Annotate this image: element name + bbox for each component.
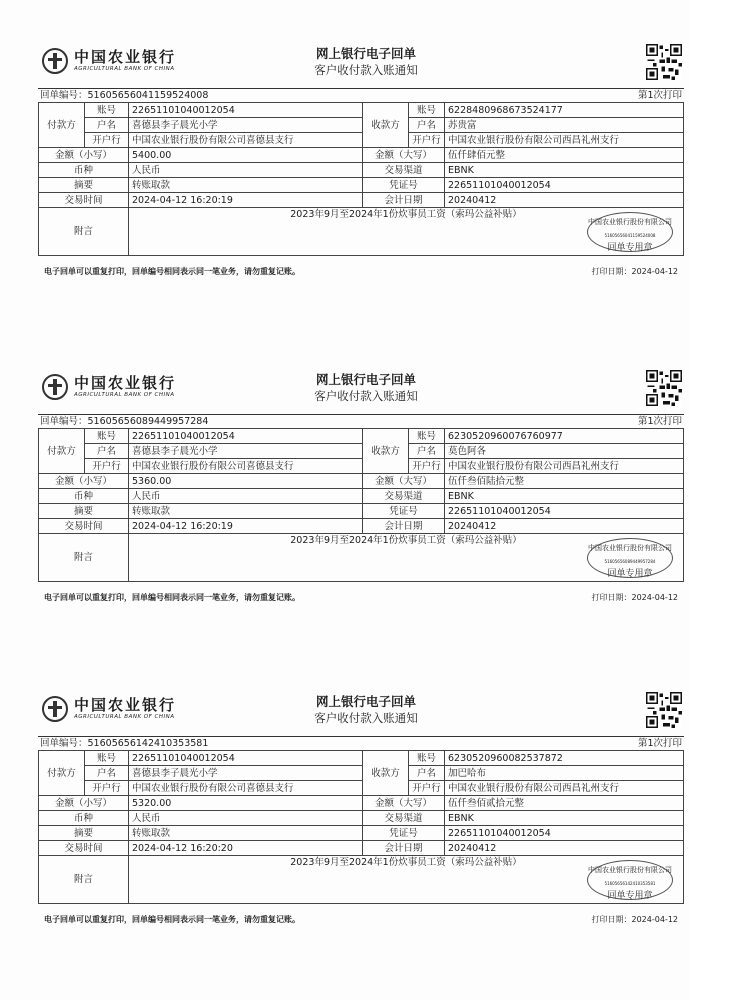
receipt-id-row xyxy=(38,736,684,750)
payee-bank-label: 开户行 xyxy=(409,781,445,796)
receipt-subtitle: 客户收付款入账通知 xyxy=(314,63,418,77)
memo-label: 附言 xyxy=(39,534,129,582)
payer-account: 22651101040012054 xyxy=(129,103,363,118)
receipt-id-row xyxy=(38,414,684,428)
amount-small: 5320.00 xyxy=(129,796,363,811)
amount-big-label: 金额（大写） xyxy=(363,474,445,489)
seal-code: 51605656041159524008 xyxy=(604,233,656,238)
seal-title: 回单专用章 xyxy=(607,891,653,901)
payer-bank-label: 开户行 xyxy=(85,133,129,148)
summary: 转账取款 xyxy=(129,504,363,519)
voucher-label: 凭证号 xyxy=(363,178,445,193)
payer-bank-label: 开户行 xyxy=(85,459,129,474)
abc-logo-icon xyxy=(42,374,68,400)
payee-name-label: 户名 xyxy=(409,444,445,459)
payee-account-label: 账号 xyxy=(409,751,445,766)
payee-bank-label: 开户行 xyxy=(409,133,445,148)
print-count: 第1次打印 xyxy=(637,416,682,427)
voucher: 22651101040012054 xyxy=(445,178,684,193)
voucher: 22651101040012054 xyxy=(445,504,684,519)
amount-small-label: 金额（小写） xyxy=(39,796,129,811)
receipt-table xyxy=(38,750,684,904)
receipt-header xyxy=(38,42,684,88)
receipt-subtitle: 客户收付款入账通知 xyxy=(314,389,418,403)
channel-label: 交易渠道 xyxy=(363,811,445,826)
payee-bank-label: 开户行 xyxy=(409,459,445,474)
print-date: 2024-04-12 xyxy=(631,915,678,924)
payer-bank: 中国农业银行股份有限公司喜德县支行 xyxy=(129,459,363,474)
receipt-table xyxy=(38,102,684,256)
receipt-title-block xyxy=(266,372,466,404)
currency: 人民币 xyxy=(129,163,363,178)
payee-account-label: 账号 xyxy=(409,429,445,444)
trade-time-label: 交易时间 xyxy=(39,519,129,534)
amount-small: 5360.00 xyxy=(129,474,363,489)
channel: EBNK xyxy=(445,811,684,826)
channel: EBNK xyxy=(445,163,684,178)
payer-name: 喜德县李子晨光小学 xyxy=(129,766,363,781)
bank-seal xyxy=(587,860,673,900)
qr-code-icon xyxy=(646,370,682,406)
amount-big: 伍仟肆佰元整 xyxy=(445,148,684,163)
summary-label: 摘要 xyxy=(39,826,129,841)
payer-account-label: 账号 xyxy=(85,751,129,766)
seal-code: 51605656142410353581 xyxy=(604,881,656,886)
payer-label: 付款方 xyxy=(39,751,85,796)
receipt-no: 51605656142410353581 xyxy=(87,738,209,749)
currency-label: 币种 xyxy=(39,163,129,178)
payee-name-label: 户名 xyxy=(409,118,445,133)
payer-account-label: 账号 xyxy=(85,103,129,118)
acct-date: 20240412 xyxy=(445,519,684,534)
amount-small-label: 金额（小写） xyxy=(39,474,129,489)
seal-title: 回单专用章 xyxy=(607,569,653,579)
amount-big-label: 金额（大写） xyxy=(363,796,445,811)
bank-seal xyxy=(587,538,673,578)
seal-code: 51605656089449957284 xyxy=(604,559,656,564)
payer-label: 付款方 xyxy=(39,103,85,148)
receipt-table xyxy=(38,428,684,582)
payer-name-label: 户名 xyxy=(85,444,129,459)
payer-account: 22651101040012054 xyxy=(129,429,363,444)
amount-big: 伍仟叁佰陆拾元整 xyxy=(445,474,684,489)
trade-time: 2024-04-12 16:20:19 xyxy=(129,519,363,534)
payer-bank-label: 开户行 xyxy=(85,781,129,796)
currency-label: 币种 xyxy=(39,811,129,826)
bank-seal xyxy=(587,212,673,252)
seal-title: 回单专用章 xyxy=(607,243,653,253)
trade-time: 2024-04-12 16:20:19 xyxy=(129,193,363,208)
bank-name-cn: 中国农业银行 xyxy=(74,374,177,392)
memo-cell xyxy=(129,534,684,582)
receipt-header xyxy=(38,690,684,736)
currency: 人民币 xyxy=(129,811,363,826)
payee-account: 6230520960076760977 xyxy=(445,429,684,444)
amount-big: 伍仟叁佰贰拾元整 xyxy=(445,796,684,811)
payee-bank: 中国农业银行股份有限公司西昌礼州支行 xyxy=(445,781,684,796)
memo-cell xyxy=(129,856,684,904)
payee-label: 收款方 xyxy=(363,751,409,796)
abc-logo-icon xyxy=(42,696,68,722)
payer-bank: 中国农业银行股份有限公司喜德县支行 xyxy=(129,781,363,796)
receipt-id-row xyxy=(38,88,684,102)
bank-name-en: AGRICULTURAL BANK OF CHINA xyxy=(74,66,175,72)
receipt-no-label: 回单编号： xyxy=(40,738,88,749)
receipt-subtitle: 客户收付款入账通知 xyxy=(314,711,418,725)
print-date-label: 打印日期： xyxy=(591,593,632,602)
receipt xyxy=(38,368,684,603)
channel: EBNK xyxy=(445,489,684,504)
bank-logo xyxy=(42,48,176,74)
print-date: 2024-04-12 xyxy=(631,267,678,276)
memo-label: 附言 xyxy=(39,208,129,256)
payee-name: 苏贵富 xyxy=(445,118,684,133)
memo-text: 2023年9月至2024年1份炊事员工资（索玛公益补贴） xyxy=(290,209,522,220)
memo-text: 2023年9月至2024年1份炊事员工资（索玛公益补贴） xyxy=(290,535,522,546)
footer-note: 电子回单可以重复打印，回单编号相同表示同一笔业务，请勿重复记账。 xyxy=(44,915,300,924)
receipt-no: 51605656041159524008 xyxy=(87,90,209,101)
payee-account-label: 账号 xyxy=(409,103,445,118)
print-count: 第1次打印 xyxy=(637,90,682,101)
payee-name: 加巴哈布 xyxy=(445,766,684,781)
payee-bank: 中国农业银行股份有限公司西昌礼州支行 xyxy=(445,459,684,474)
footer-note: 电子回单可以重复打印，回单编号相同表示同一笔业务，请勿重复记账。 xyxy=(44,593,300,602)
trade-time: 2024-04-12 16:20:20 xyxy=(129,841,363,856)
bank-name-en: AGRICULTURAL BANK OF CHINA xyxy=(74,714,175,720)
receipt xyxy=(38,690,684,925)
abc-logo-icon xyxy=(42,48,68,74)
payee-label: 收款方 xyxy=(363,429,409,474)
memo-cell xyxy=(129,208,684,256)
receipt-header xyxy=(38,368,684,414)
receipt-no: 51605656089449957284 xyxy=(87,416,209,427)
currency-label: 币种 xyxy=(39,489,129,504)
trade-time-label: 交易时间 xyxy=(39,841,129,856)
currency: 人民币 xyxy=(129,489,363,504)
receipt-footer xyxy=(38,914,684,925)
receipt-title-block xyxy=(266,694,466,726)
voucher: 22651101040012054 xyxy=(445,826,684,841)
receipt-no-label: 回单编号： xyxy=(40,90,88,101)
bank-name-en: AGRICULTURAL BANK OF CHINA xyxy=(74,392,175,398)
channel-label: 交易渠道 xyxy=(363,489,445,504)
payer-name-label: 户名 xyxy=(85,766,129,781)
payer-name: 喜德县李子晨光小学 xyxy=(129,118,363,133)
print-date-label: 打印日期： xyxy=(591,267,632,276)
payee-name-label: 户名 xyxy=(409,766,445,781)
payee-name: 莫色阿各 xyxy=(445,444,684,459)
receipt xyxy=(38,42,684,277)
payee-label: 收款方 xyxy=(363,103,409,148)
seal-bank-name: 中国农业银行股份有限公司 xyxy=(588,866,672,874)
receipt-footer xyxy=(38,592,684,603)
amount-small: 5400.00 xyxy=(129,148,363,163)
seal-bank-name: 中国农业银行股份有限公司 xyxy=(588,218,672,226)
trade-time-label: 交易时间 xyxy=(39,193,129,208)
receipt-title: 网上银行电子回单 xyxy=(315,46,416,61)
voucher-label: 凭证号 xyxy=(363,826,445,841)
acct-date: 20240412 xyxy=(445,193,684,208)
amount-small-label: 金额（小写） xyxy=(39,148,129,163)
amount-big-label: 金额（大写） xyxy=(363,148,445,163)
acct-date: 20240412 xyxy=(445,841,684,856)
acct-date-label: 会计日期 xyxy=(363,519,445,534)
receipt-footer xyxy=(38,266,684,277)
bank-name-cn: 中国农业银行 xyxy=(74,48,177,66)
bank-logo xyxy=(42,696,176,722)
payer-name-label: 户名 xyxy=(85,118,129,133)
channel-label: 交易渠道 xyxy=(363,163,445,178)
print-date-label: 打印日期： xyxy=(591,915,632,924)
payer-account: 22651101040012054 xyxy=(129,751,363,766)
qr-code-icon xyxy=(646,692,682,728)
summary: 转账取款 xyxy=(129,178,363,193)
payee-account: 6228480968673524177 xyxy=(445,103,684,118)
summary: 转账取款 xyxy=(129,826,363,841)
summary-label: 摘要 xyxy=(39,178,129,193)
footer-note: 电子回单可以重复打印，回单编号相同表示同一笔业务，请勿重复记账。 xyxy=(44,267,300,276)
bank-name-cn: 中国农业银行 xyxy=(74,696,177,714)
payer-name: 喜德县李子晨光小学 xyxy=(129,444,363,459)
print-date: 2024-04-12 xyxy=(631,593,678,602)
acct-date-label: 会计日期 xyxy=(363,193,445,208)
page-margin xyxy=(690,0,750,1000)
payer-label: 付款方 xyxy=(39,429,85,474)
receipt-title: 网上银行电子回单 xyxy=(315,372,416,387)
qr-code-icon xyxy=(646,44,682,80)
receipt-title: 网上银行电子回单 xyxy=(315,694,416,709)
voucher-label: 凭证号 xyxy=(363,504,445,519)
payer-bank: 中国农业银行股份有限公司喜德县支行 xyxy=(129,133,363,148)
payer-account-label: 账号 xyxy=(85,429,129,444)
payee-account: 6230520960082537872 xyxy=(445,751,684,766)
memo-label: 附言 xyxy=(39,856,129,904)
receipt-title-block xyxy=(266,46,466,78)
receipt-no-label: 回单编号： xyxy=(40,416,88,427)
summary-label: 摘要 xyxy=(39,504,129,519)
acct-date-label: 会计日期 xyxy=(363,841,445,856)
memo-text: 2023年9月至2024年1份炊事员工资（索玛公益补贴） xyxy=(290,857,522,868)
print-count: 第1次打印 xyxy=(637,738,682,749)
bank-logo xyxy=(42,374,176,400)
seal-bank-name: 中国农业银行股份有限公司 xyxy=(588,544,672,552)
payee-bank: 中国农业银行股份有限公司西昌礼州支行 xyxy=(445,133,684,148)
